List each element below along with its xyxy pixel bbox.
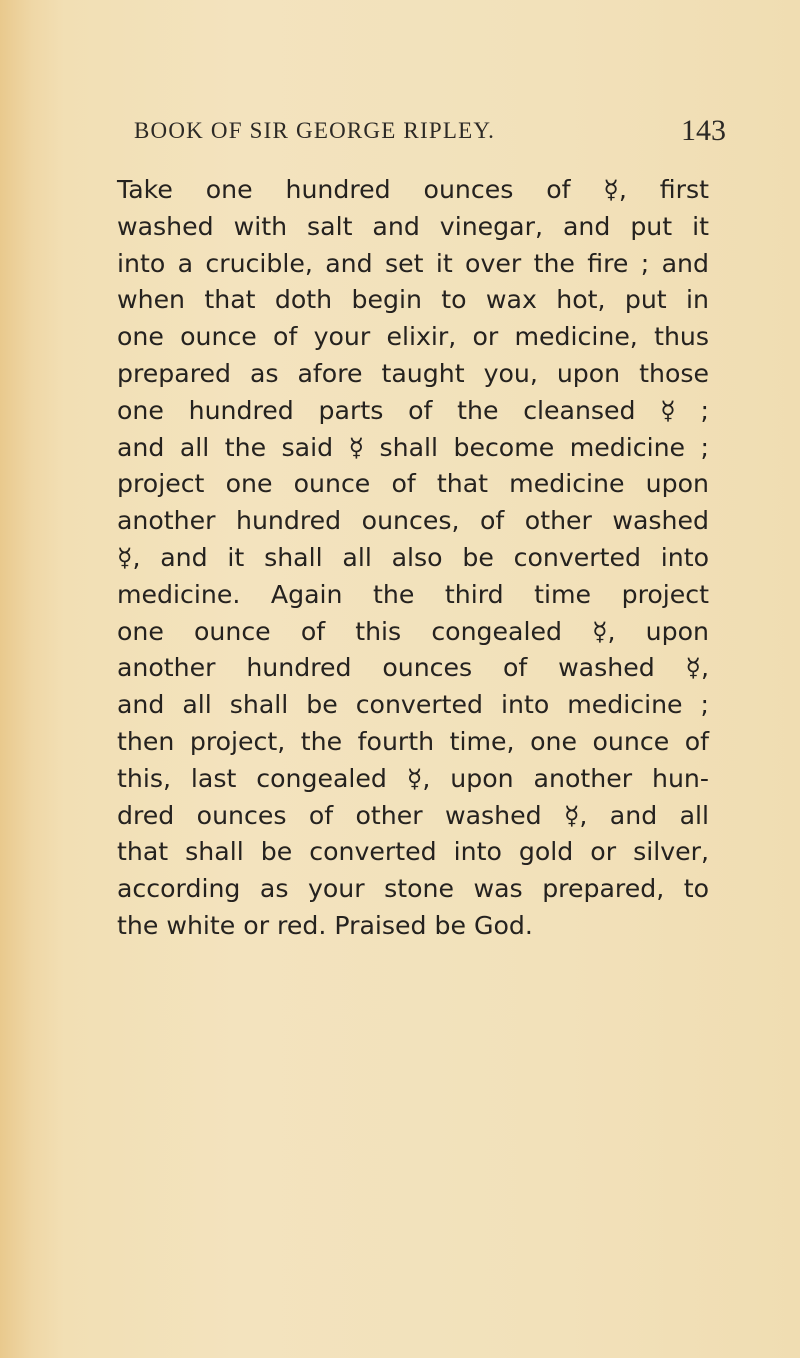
text-line: according as your stone was prepared, to — [117, 874, 709, 904]
running-title: BOOK OF SIR GEORGE RIPLEY. — [134, 118, 496, 143]
text-line: washed with salt and vinegar, and put it — [117, 211, 709, 241]
text-line: dred ounces of other washed ☿, and all — [117, 800, 709, 830]
running-head — [134, 114, 726, 158]
text-line: Take one hundred ounces of ☿, first — [117, 175, 709, 204]
text-line: and all the said ☿ shall become medicine ; — [117, 432, 709, 462]
body-paragraph — [117, 172, 709, 945]
text-line: another hundred ounces of washed ☿, — [117, 653, 709, 683]
text-line: medicine. Again the third time project — [117, 579, 709, 609]
text-line: one ounce of your elixir, or medicine, thus — [117, 322, 709, 352]
text-line: one hundred parts of the cleansed ☿ ; — [117, 395, 709, 425]
text-line: another hundred ounces, of other washed — [117, 506, 709, 536]
text-line: one ounce of this congealed ☿, upon — [117, 616, 709, 646]
text-line: then project, the fourth time, one ounce of — [117, 726, 709, 756]
text-line: this, last congealed ☿, upon another hun- — [117, 763, 709, 793]
text-line: when that doth begin to wax hot, put in — [117, 285, 709, 315]
text-line: the white or red. Praised be God. — [117, 910, 533, 940]
text-line: prepared as afore taught you, upon those — [117, 358, 709, 388]
text-line: and all shall be converted into medicine ; — [117, 690, 709, 720]
text-line: that shall be converted into gold or silver, — [117, 837, 709, 867]
text-line: ☿, and it shall all also be converted into — [117, 542, 709, 572]
text-line: into a crucible, and set it over the fire ; and — [117, 248, 709, 278]
text-line: project one ounce of that medicine upon — [117, 469, 709, 499]
page-number: 143 — [681, 114, 726, 147]
